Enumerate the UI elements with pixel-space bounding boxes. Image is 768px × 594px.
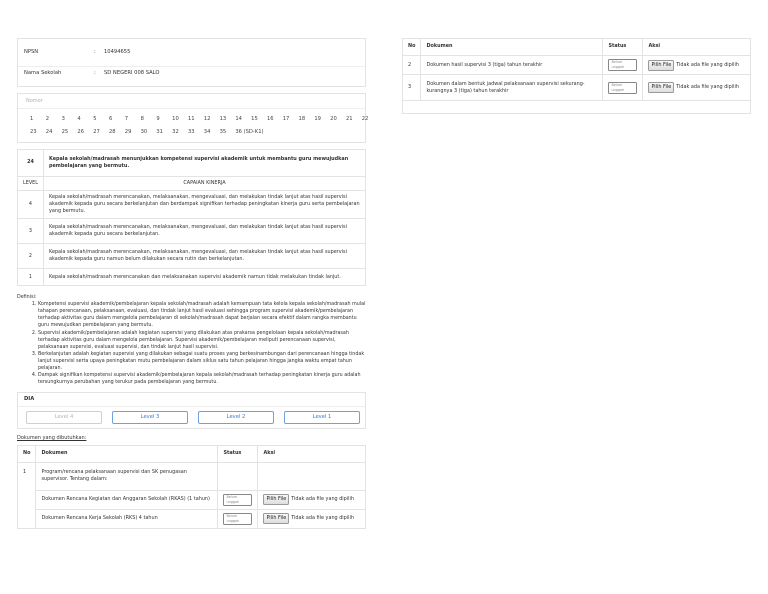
choose-file-button[interactable]: Pilih File — [648, 60, 674, 71]
nomor-link[interactable]: 13 — [219, 116, 227, 122]
criteria-level-row — [18, 244, 366, 269]
nomor-link[interactable]: 19 — [314, 116, 321, 122]
nomor-link[interactable]: 34 — [203, 129, 211, 135]
nomor-link[interactable]: 1 — [30, 116, 34, 122]
nomor-title: Nomor — [26, 98, 43, 104]
criteria-number: 24 — [18, 150, 44, 177]
nomor-link[interactable]: 12 — [203, 116, 211, 122]
nomor-link[interactable]: 18 — [298, 116, 306, 122]
nomor-link[interactable]: 28 — [108, 129, 116, 135]
documents-table — [17, 445, 366, 529]
group-status — [218, 462, 258, 490]
npsn-row — [18, 46, 365, 60]
nomor-link[interactable]: 29 — [124, 129, 132, 135]
aksi-cell — [258, 490, 366, 509]
col-aksi: Aksi — [643, 39, 751, 56]
status-cell — [603, 56, 643, 75]
nomor-link[interactable]: 7 — [124, 116, 129, 122]
right-header-row — [403, 39, 751, 56]
nomor-link[interactable]: 8 — [140, 116, 144, 122]
level-number: 1 — [18, 269, 44, 286]
aksi-cell — [643, 75, 751, 101]
file-status-text: Tidak ada file yang dipilih — [291, 515, 354, 522]
level-1-button[interactable]: Level 1 — [284, 411, 360, 424]
criteria-title: Kepala sekolah/madrasah menunjukkan kompetensi supervisi akademik untuk membantu guru mewujudkan pembelajaran yang bermutu. — [43, 150, 365, 177]
npsn-value: 10494655 — [104, 49, 131, 56]
nomor-box — [17, 93, 369, 143]
left-panel — [17, 38, 369, 529]
definition-item: 1. Kompetensi supervisi akademik/pembelajaran kepala sekolah/madrasah adalah kemampuan tata kelola kepala sekolah/madrasah mulai tahapan perencanaan, pelaksanaan, evaluasi, dan tindak lanjut hasil evaluasi sehingga program supervisi akademik/pembelajaran terhadap aktivitas guru dalam mengelola pembelajaran di sekolah/madrasah dapat berjalan secara efektif dalam rangka membantu guru mewujudkan pembelajaran yang bermutu. — [38, 302, 366, 330]
dia-title: DIA — [24, 396, 35, 403]
choose-file-button[interactable]: Pilih File — [263, 494, 289, 505]
nomor-link[interactable]: 31 — [156, 129, 163, 135]
document-name: Dokumen dalam bentuk jadwal pelaksanaan supervisi sekurang-kurangnya 3 (tiga) tahun terakhir — [421, 75, 603, 101]
nomor-link[interactable]: 9 — [156, 116, 160, 122]
school-name-label: Nama Sekolah — [24, 69, 62, 76]
table-row — [18, 490, 366, 509]
aksi-cell — [258, 509, 366, 528]
row-number: 2 — [403, 56, 421, 75]
group-number: 1 — [18, 462, 36, 528]
row-number: 3 — [403, 75, 421, 101]
blank-cell — [403, 101, 751, 114]
level-4-button[interactable]: Level 4 — [26, 411, 102, 424]
nomor-link[interactable]: 25 — [61, 129, 69, 135]
nomor-link[interactable]: 2 — [45, 116, 50, 122]
status-badge: Belum unggah — [223, 494, 252, 506]
col-aksi: Aksi — [258, 445, 366, 462]
nomor-link[interactable]: 20 — [330, 116, 337, 122]
dia-divider — [18, 406, 365, 407]
documents-title: Dokumen yang dibutuhkan: — [17, 435, 87, 442]
nomor-link[interactable]: 3 — [61, 116, 65, 122]
right-documents-table — [402, 38, 751, 114]
nomor-link[interactable]: 6 — [108, 116, 113, 122]
school-name-value: SD NEGERI 008 SALO — [104, 69, 160, 76]
nomor-link[interactable]: 4 — [77, 116, 81, 122]
definition-section — [17, 295, 366, 387]
nomor-link[interactable]: 35 — [219, 129, 227, 135]
capaian-header: CAPAIAN KINERJA — [43, 177, 365, 191]
status-badge: Belum unggah — [608, 59, 637, 71]
nomor-divider — [18, 108, 365, 109]
definition-item: 3. Berkelanjutan adalah kegiatan supervisi yang dilakukan sebagai suatu proses yang berkesinambungan dari perencanaan hingga tindak lanjut supervisi serta upaya peningkatan mutu pembelajaran dalam siklus satu tahun pelajaran hingga jangka waktu empat tahun pelajaran. — [38, 352, 366, 373]
level-3-button[interactable]: Level 3 — [112, 411, 188, 424]
col-status: Status — [603, 39, 643, 56]
nomor-link[interactable]: 27 — [93, 129, 100, 135]
nomor-link[interactable]: 16 — [266, 116, 274, 122]
nomor-link[interactable]: 21 — [345, 116, 353, 122]
blank-row — [403, 101, 751, 114]
nomor-link[interactable]: 5 — [93, 116, 97, 122]
documents-group-row — [18, 462, 366, 490]
nomor-link[interactable]: 26 — [77, 129, 84, 135]
definition-list — [33, 302, 366, 387]
school-info-box — [17, 38, 366, 87]
status-badge: Belum unggah — [223, 513, 252, 525]
choose-file-button[interactable]: Pilih File — [263, 513, 289, 524]
table-row — [18, 509, 366, 528]
nomor-link[interactable]: 17 — [282, 116, 290, 122]
nomor-link[interactable]: 30 — [140, 129, 148, 135]
school-name-row — [18, 66, 365, 80]
npsn-label: NPSN — [24, 49, 39, 56]
criteria-level-row — [18, 219, 366, 244]
criteria-table — [17, 149, 366, 286]
level-number: 2 — [18, 244, 44, 269]
level-description: Kepala sekolah/madrasah merencanakan, melaksanakan, mengevaluasi, dan melakukan tindak lanjut atas hasil supervisi akademik kepada guru secara berkelanjutan dan berdampak signifikan terhadap peningkatan kinerja guru serta pembelajaran yang bermutu. — [43, 191, 365, 219]
col-status: Status — [218, 445, 258, 462]
nomor-row-2 — [30, 129, 264, 137]
col-no: No — [403, 39, 421, 56]
file-status-text: Tidak ada file yang dipilih — [676, 84, 739, 91]
nomor-link[interactable]: 22 — [361, 116, 369, 122]
definition-item: 2. Supervisi akademik/pembelajaran adalah kegiatan supervisi yang dilakukan atas prakarsa pengelolaan kepala sekolah/madrasah terhadap aktivitas guru dalam mengelola pembelajaran. Supervisi akademik/pembelajaran meliputi perencanaan supervisi, pelaksanaan supervisi, evaluasi supervisi, dan tindak lanjut hasil supervisi. — [38, 331, 366, 352]
definition-title: Definisi: — [17, 295, 37, 301]
level-description: Kepala sekolah/madrasah merencanakan, melaksanakan, mengevaluasi, dan melakukan tindak lanjut atas hasil supervisi akademik kepada guru namun belum dilakukan secara rutin dan berkelanjutan. — [43, 244, 365, 269]
level-header: LEVEL — [18, 177, 44, 191]
table-row — [403, 56, 751, 75]
choose-file-button[interactable]: Pilih File — [648, 82, 674, 93]
status-cell — [218, 490, 258, 509]
col-dokumen: Dokumen — [36, 445, 218, 462]
level-description: Kepala sekolah/madrasah merencanakan dan melaksanakan supervisi akademik namun tidak melakukan tindak lanjut. — [43, 269, 365, 286]
group-aksi — [258, 462, 366, 490]
document-name: Dokumen Rencana Kerja Sekolah (RKS) 4 tahun — [36, 509, 218, 528]
right-panel — [402, 38, 751, 114]
status-cell — [603, 75, 643, 101]
group-description: Program/rencana pelaksanaan supervisi dan SK penugasan supervisor. Tentang dalam: — [36, 462, 218, 490]
level-2-button[interactable]: Level 2 — [198, 411, 274, 424]
file-status-text: Tidak ada file yang dipilih — [676, 61, 739, 68]
nomor-link[interactable]: 32 — [172, 129, 179, 135]
file-status-text: Tidak ada file yang dipilih — [291, 496, 354, 503]
nomor-row-1 — [30, 116, 378, 124]
documents-header-row — [18, 445, 366, 462]
status-badge: Belum unggah — [608, 82, 637, 94]
nomor-link[interactable]: 15 — [251, 116, 258, 122]
col-no: No — [18, 445, 36, 462]
status-cell — [218, 509, 258, 528]
criteria-col-header-row — [18, 177, 366, 191]
nomor-link[interactable]: 24 — [45, 129, 53, 135]
level-number: 3 — [18, 219, 44, 244]
level-description: Kepala sekolah/madrasah merencanakan, melaksanakan, mengevaluasi, dan melakukan tindak lanjut atas hasil supervisi akademik kepada guru secara berkelanjutan. — [43, 219, 365, 244]
nomor-link[interactable]: 33 — [187, 129, 195, 135]
definition-item: 4. Dampak signifikan kompetensi supervisi akademik/pembelajaran kepala sekolah/madrasah terhadap peningkatan kinerja guru adalah tersungkurnya perubahan yang terukur pada pembelajaran yang bermutu. — [38, 373, 366, 387]
npsn-colon: : — [94, 49, 96, 56]
nomor-link[interactable]: 11 — [187, 116, 195, 122]
table-row — [403, 75, 751, 101]
col-dokumen: Dokumen — [421, 39, 603, 56]
criteria-header-row — [18, 150, 366, 177]
dia-box — [17, 392, 366, 429]
document-name: Dokumen hasil supervisi 3 (tiga) tahun terakhir — [421, 56, 603, 75]
nomor-link[interactable]: 14 — [235, 116, 242, 122]
criteria-level-row — [18, 269, 366, 286]
nomor-link[interactable]: 23 — [30, 129, 37, 135]
nomor-link[interactable]: 10 — [172, 116, 179, 122]
nomor-link[interactable]: 36 (SD-K1) — [235, 129, 264, 135]
aksi-cell — [643, 56, 751, 75]
level-number: 4 — [18, 191, 44, 219]
criteria-level-row — [18, 191, 366, 219]
school-name-colon: : — [94, 69, 96, 76]
document-name: Dokumen Rencana Kegiatan dan Anggaran Sekolah (RKAS) (1 tahun) — [36, 490, 218, 509]
